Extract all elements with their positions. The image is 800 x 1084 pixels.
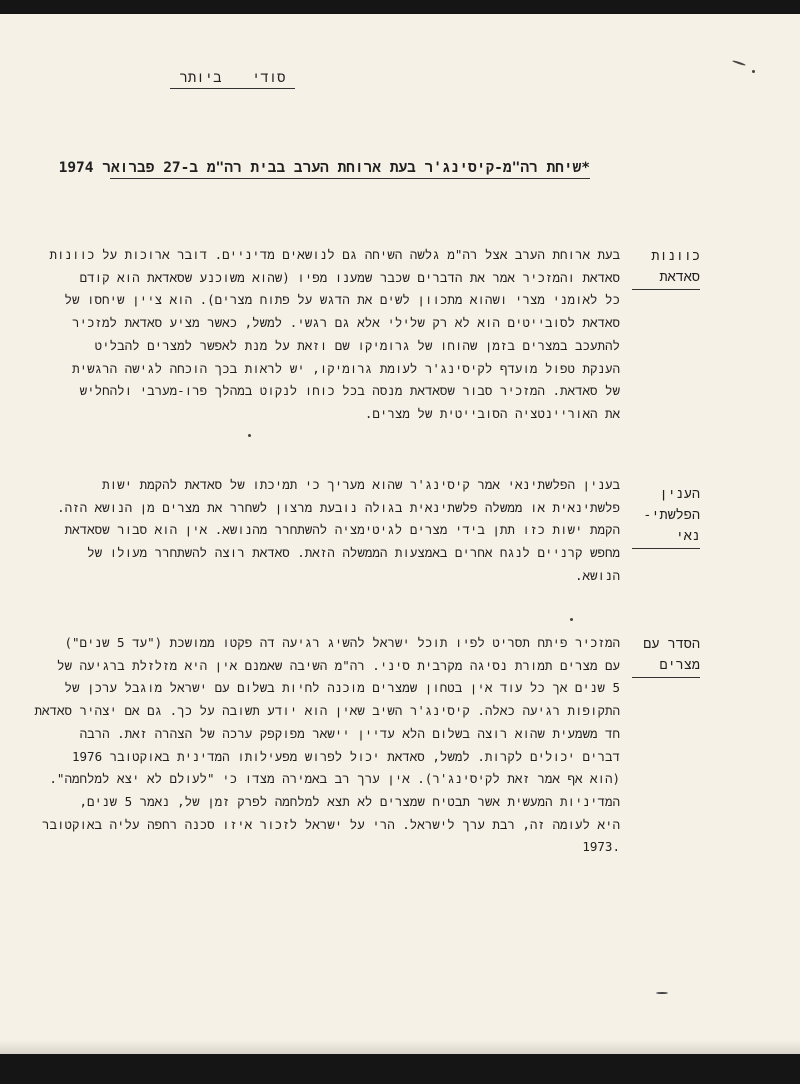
text-line: הקמת ישות כזו תתן בידי מצרים לגיטימציה להשתחרר מהנושא. אין הוא סבור שסאדאת bbox=[64, 522, 620, 538]
section-egypt-settlement bbox=[20, 632, 620, 859]
margin-heading-line: מצרים bbox=[659, 657, 700, 673]
margin-heading-line: הסדר עם bbox=[643, 636, 700, 652]
text-line: עם מצרים תמורת נסיגה מקרבית סיני. רה"מ השיבה שאמנם אין היא מזלזלת ברגיעה של bbox=[57, 657, 620, 673]
margin-heading-line: נאי bbox=[675, 528, 700, 544]
margin-heading-line: הפלשתי- bbox=[643, 507, 700, 523]
classification-word-right: ביותר bbox=[179, 70, 222, 86]
text-line: מחפש קרניים לנגח אחרים באמצעות הממשלה הזאת. סאדאת רוצה להשתחרר מעולו של bbox=[87, 545, 620, 561]
classification-stamp bbox=[170, 70, 295, 89]
margin-heading-line: סאדאת bbox=[659, 269, 700, 285]
text-line: המזכיר פיתח תסריט לפיו תוכל ישראל להשיג רגיעה דה פקטו ממושכת ("עד 5 שנים") bbox=[64, 635, 620, 650]
text-line: את האוריינטציה הסובייטית של מצרים. bbox=[364, 405, 620, 421]
text-line: המדיניות המעשית אשר תבטיח שמצרים לא תצא למלחמה לפרק זמן של, נאמר 5 שנים, bbox=[79, 793, 620, 809]
section-sadat-intentions bbox=[20, 244, 620, 426]
document-title: *שיחת רה"מ-קיסינג'ר בעת ארוחת הערב בבית רה"מ ב-27 פברואר 1974 bbox=[110, 160, 590, 179]
text-line: של סאדאת. המזכיר סבור שסאדאת מנסה בכל כוחו לנקוט במהלך פרו-מערבי ולהחליש bbox=[79, 383, 620, 399]
section-palestinian-issue bbox=[20, 474, 620, 588]
text-line: להתעכב במצרים בזמן שהוחו של גרומיקו שם וזאת על מנת לאפשר למצרים להבליט bbox=[94, 337, 620, 353]
margin-heading-palestinian-issue bbox=[632, 484, 700, 549]
text-line: סאדאת והמזכיר אמר את הדברים שכבר שמענו מפיו (שהוא משוכנע שסאדאת הוא קודם bbox=[79, 269, 620, 285]
margin-heading-egypt-settlement bbox=[632, 634, 700, 678]
text-line: כל לאומני מצרי ושהוא מתכוון לשים את הדגש על פתוח מצרים). הוא ציין שיחסו של bbox=[64, 292, 620, 308]
text-line: דברים יכולים לקרות. למשל, סאדאת יכול לפרוש מפעילותו המדינית באוקטובר 1976 bbox=[72, 748, 620, 764]
margin-heading-sadat-intentions bbox=[632, 246, 700, 290]
text-line: בענין הפלשתינאי אמר קיסינג'ר שהוא מעריך כי תמיכתו של סאדאת להקמת ישות bbox=[102, 477, 620, 492]
text-line: בעת ארוחת הערב אצל רה"מ גלשה השיחה גם לנושאים מדיניים. דובר ארוכות על כוונות bbox=[49, 247, 620, 262]
text-line: סאדאת לסובייטים הוא לא רק שלילי אלא גם רגשי. למשל, כאשר מציע סאדאת למזכיר bbox=[72, 315, 620, 331]
document-page bbox=[0, 14, 800, 1054]
paper-speck bbox=[248, 434, 251, 437]
paper-speck bbox=[752, 70, 755, 73]
margin-heading-underline bbox=[632, 677, 700, 678]
text-line: הנושא. bbox=[574, 567, 620, 583]
margin-heading-underline bbox=[632, 548, 700, 549]
classification-word-left: סודי bbox=[251, 70, 286, 86]
text-line: פלשתינאית או ממשלה פלשתינאית בגולה נובעת מרצון לשחרר את מצרים מן הנושא הזה. bbox=[57, 499, 620, 515]
margin-heading-line: כוונות bbox=[651, 248, 700, 264]
page-bottom-edge bbox=[0, 1040, 800, 1054]
text-line: התקופות רגיעה כאלה. קיסינג'ר השיב שאין הוא יודע תשובה על כך. גם אם יצהיר סאדאת bbox=[34, 703, 620, 719]
text-line: 5 שנים אך כל עוד אין בטחון שמצרים מוכנה לחיות בשלום עם ישראל מוגבל ערכן של bbox=[64, 680, 620, 696]
paper-speck bbox=[570, 618, 573, 621]
text-line: .1973 bbox=[582, 839, 620, 855]
paper-mark bbox=[732, 60, 746, 66]
paper-mark bbox=[656, 992, 668, 994]
text-line: חד משמעית שהוא רוצה בשלום הלא עדיין יישאר מפוקפק ערכה של הצהרה זאת. הרבה bbox=[79, 725, 620, 741]
text-line: היא לעומה זה, רבת ערך לישראל. הרי על ישראל לזכור איזו סכנה רחפה עליה באוקטובר bbox=[42, 816, 620, 832]
margin-heading-line: הענין bbox=[659, 486, 700, 502]
margin-heading-underline bbox=[632, 289, 700, 290]
text-line: (הוא אף אמר זאת לקיסינג'ר). אין ערך רב באמירה מצדו כי "לעולם לא יצא למלחמה". bbox=[49, 771, 620, 787]
text-line: הענקת טפול מועדף לקיסינג'ר לעומת גרומיקו, יש לראות בכך הוכחה לגישה הרגשית bbox=[72, 360, 620, 376]
